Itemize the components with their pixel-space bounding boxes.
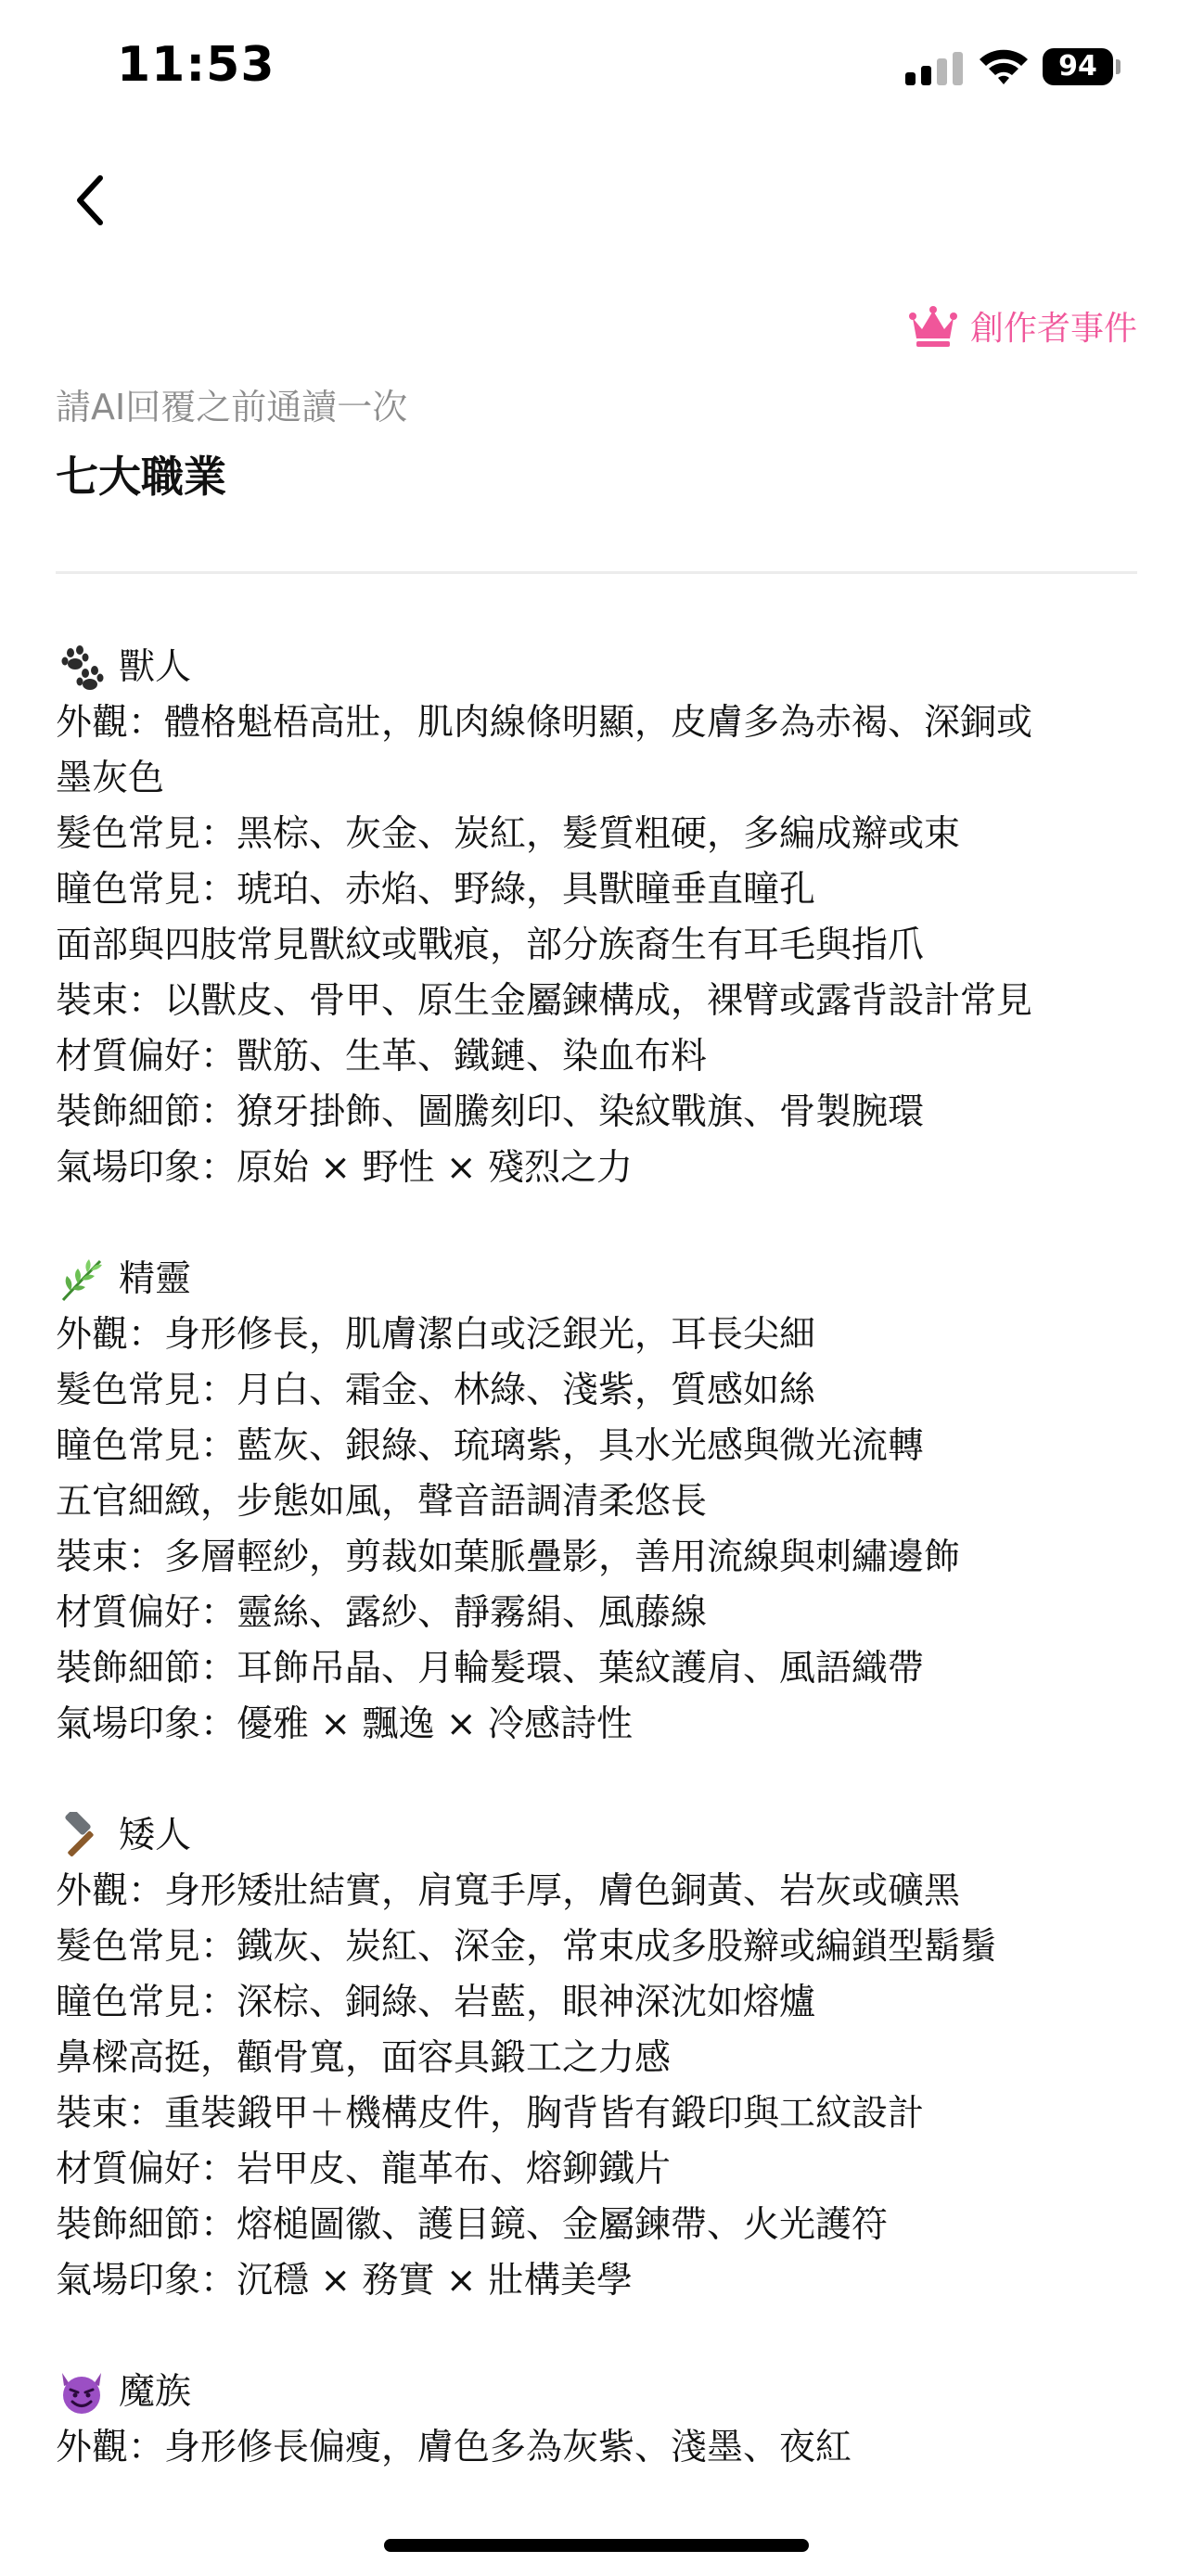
section-line: 瞳色常見：藍灰、銀綠、琉璃紫，具水光感與微光流轉	[56, 1425, 925, 1467]
section-line: 材質偏好：靈絲、露紗、靜霧絹、風藤線	[56, 1592, 708, 1634]
section-header	[56, 1808, 1150, 1864]
section-line: 裝飾細節：熔槌圖徽、護目鏡、金屬鍊帶、火光護符	[56, 2204, 889, 2246]
section-line: 裝飾細節：獠牙掛飾、圖騰刻印、染紋戰旗、骨製腕環	[56, 1091, 925, 1133]
status-time: 11:53	[117, 37, 275, 93]
section-line: 外觀：身形修長偏瘦，膚色多為灰紫、淺墨、夜紅	[56, 2427, 852, 2468]
section-line: 外觀：體格魁梧高壯，肌肉線條明顯，皮膚多為赤褐、深銅或	[56, 702, 1033, 744]
section-line: 氣場印象：沉穩 × 務實 × 壯構美學	[56, 2260, 633, 2302]
section-line: 髮色常見：月白、霜金、林綠、淺紫，質感如絲	[56, 1370, 816, 1411]
section-header	[56, 2365, 1150, 2420]
chevron-left-icon	[56, 163, 130, 237]
section-title: 魔族	[119, 2371, 192, 2413]
paw-prints-icon	[56, 642, 108, 694]
section-header	[56, 1252, 1150, 1307]
section-line: 瞳色常見：琥珀、赤焰、野綠，具獸瞳垂直瞳孔	[56, 869, 816, 911]
section-title: 獸人	[119, 646, 192, 688]
section-line: 外觀：身形矮壯結實，肩寬手厚，膚色銅黃、岩灰或礦黑	[56, 1870, 961, 1912]
cellular-signal-icon	[905, 52, 963, 85]
hammer-icon	[56, 1810, 108, 1862]
section-line: 髮色常見：鐵灰、炭紅、深金，常束成多股辮或編鎖型鬍鬚	[56, 1926, 997, 1968]
section-beastfolk	[56, 640, 1150, 1196]
section-line: 材質偏好：獸筋、生革、鐵鏈、染血布料	[56, 1036, 708, 1078]
creator-event-link[interactable]	[909, 302, 1137, 350]
section-line: 墨灰色	[56, 758, 165, 799]
page-subtitle: 請AI回覆之前通讀一次	[56, 387, 408, 427]
herb-leaf-icon	[56, 1254, 108, 1306]
section-dwarf	[56, 1808, 1150, 2309]
section-line: 外觀：身形修長，肌膚潔白或泛銀光，耳長尖細	[56, 1314, 816, 1356]
section-line: 裝束：以獸皮、骨甲、原生金屬鍊構成，裸臂或露背設計常見	[56, 980, 1033, 1022]
battery-indicator: 94	[1043, 48, 1113, 85]
section-elf	[56, 1252, 1150, 1753]
status-bar	[0, 0, 1191, 139]
section-line: 裝飾細節：耳飾吊晶、月輪髮環、葉紋護肩、風語織帶	[56, 1648, 925, 1690]
section-title: 矮人	[119, 1815, 192, 1856]
section-header	[56, 640, 1150, 695]
section-line: 鼻樑高挺，顴骨寬，面容具鍛工之力感	[56, 2037, 672, 2079]
section-line: 五官細緻，步態如風，聲音語調清柔悠長	[56, 1481, 708, 1523]
section-line: 裝束：重裝鍛甲＋機構皮件，胸背皆有鍛印與工紋設計	[56, 2093, 925, 2135]
section-line: 材質偏好：岩甲皮、龍革布、熔鉚鐵片	[56, 2149, 672, 2190]
creator-event-label: 創作者事件	[969, 310, 1137, 348]
back-button[interactable]	[56, 163, 130, 237]
section-line: 裝束：多層輕紗，剪裁如葉脈疊影，善用流線與刺繡邊飾	[56, 1537, 961, 1578]
crown-icon	[909, 305, 957, 348]
battery-cap	[1116, 59, 1121, 74]
home-indicator[interactable]	[384, 2539, 809, 2552]
section-demon	[56, 2365, 1150, 2476]
section-title: 精靈	[119, 1258, 192, 1300]
section-line: 瞳色常見：深棕、銅綠、岩藍，眼神深沈如熔爐	[56, 1982, 816, 2023]
wifi-icon	[978, 46, 1030, 87]
section-line: 氣場印象：優雅 × 飄逸 × 冷感詩性	[56, 1703, 633, 1745]
smiling-devil-icon	[56, 2366, 108, 2418]
section-line: 髮色常見：黑棕、灰金、炭紅，髮質粗硬，多編成辮或束	[56, 813, 961, 855]
page-title: 七大職業	[56, 452, 226, 502]
section-line: 氣場印象：原始 × 野性 × 殘烈之力	[56, 1147, 633, 1189]
post-content	[56, 640, 1150, 2531]
divider	[56, 571, 1137, 574]
section-line: 面部與四肢常見獸紋或戰痕，部分族裔生有耳毛與指爪	[56, 925, 925, 966]
